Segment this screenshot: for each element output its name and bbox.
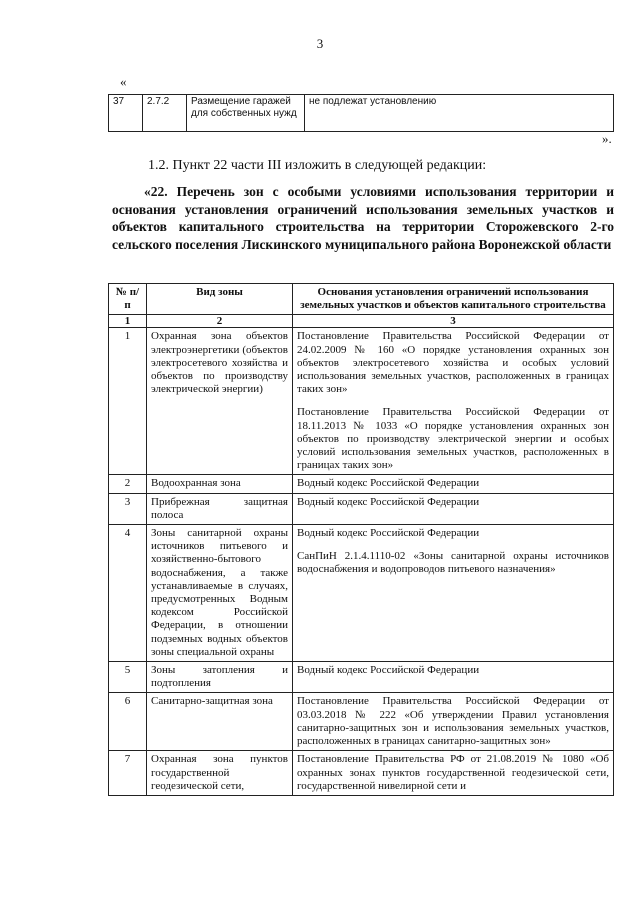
header-zone: Вид зоны	[147, 284, 293, 315]
zone-name: Охранная зона объектов электроэнергетики (объектов электросетевого хозяйства и объектов по производству электрической энергии)	[147, 328, 293, 475]
page-number: 3	[316, 36, 324, 51]
table-row	[109, 525, 614, 662]
zone-name: Зоны затопления и подтопления	[147, 662, 293, 693]
previous-table-fragment	[108, 94, 614, 132]
section-heading	[112, 183, 614, 253]
zone-basis	[293, 328, 614, 475]
table-row	[109, 493, 614, 524]
zones-table	[108, 283, 614, 796]
paragraph-1-2: 1.2. Пункт 22 части III изложить в следующей редакции:	[148, 158, 487, 173]
table-row	[109, 693, 614, 751]
basis-document: Водный кодекс Российской Федерации	[297, 664, 480, 677]
row-number: 5	[109, 662, 147, 693]
row-number: 2	[109, 475, 147, 493]
table-row	[109, 662, 614, 693]
zones-table-body	[109, 328, 614, 796]
table-row	[109, 95, 614, 132]
basis-document: СанПиН 2.1.4.1110-02 «Зоны санитарной охраны источников водоснабжения и водопроводов питьевого назначения»	[297, 550, 609, 576]
basis-document: Водный кодекс Российской Федерации	[297, 477, 480, 490]
zone-basis	[293, 751, 614, 796]
zone-basis	[293, 475, 614, 493]
table-row	[109, 475, 614, 493]
basis-document: Водный кодекс Российской Федерации	[297, 495, 480, 508]
zone-basis	[293, 662, 614, 693]
row-number: 4	[109, 525, 147, 662]
basis-document: Водный кодекс Российской Федерации	[297, 527, 480, 540]
cell-code: 2.7.2	[143, 95, 187, 132]
index-cell: 3	[293, 315, 614, 328]
zone-name: Санитарно-защитная зона	[147, 693, 293, 751]
row-number: 6	[109, 693, 147, 751]
zone-name: Водоохранная зона	[147, 475, 293, 493]
basis-document: Постановление Правительства Российской Федерации от 24.02.2009 № 160 «О порядке установления охранных зон объектов электросетевого хозяйства и особых условий использования земельных участков, расположенных в границах таких зон»	[297, 330, 609, 396]
row-number: 1	[109, 328, 147, 475]
header-basis: Основания установления ограничений использования земельных участков и объектов капитального строительства	[293, 284, 614, 315]
zone-name: Охранная зона пунктов государственной геодезической сети,	[147, 751, 293, 796]
heading-text: Перечень зон с особыми условиями использования территории и основания установления ограничений использования земельных участков и объектов капитального строительства на территории Сторожевского 2-го сельского поселения Лискинского муниципального района Воронежской области	[112, 184, 615, 252]
closing-quote: ».	[602, 131, 612, 146]
opening-quote: «	[120, 74, 127, 89]
header-number: № п/п	[109, 284, 147, 315]
index-cell: 2	[147, 315, 293, 328]
cell-number: 37	[109, 95, 143, 132]
table-header-row	[109, 284, 614, 315]
basis-document: Постановление Правительства РФ от 21.08.2019 № 1080 «Об охранных зонах пунктов государственной геодезической сети, государственной нивелирной сети и	[297, 753, 609, 792]
table-row	[109, 751, 614, 796]
table-index-row	[109, 315, 614, 328]
zone-basis	[293, 693, 614, 751]
table-row	[109, 328, 614, 475]
basis-document: Постановление Правительства Российской Федерации от 03.03.2018 № 222 «Об утверждении Правил установления санитарно-защитных зон и использования земельных участков, расположенных в границах санитарно-защитных зон»	[297, 695, 609, 748]
row-number: 7	[109, 751, 147, 796]
row-number: 3	[109, 493, 147, 524]
zone-name: Зоны санитарной охраны источников питьевого и хозяйственно-бытового водоснабжения, а также устанавливаемые в случаях, предусмотренных Водным кодексом Российской Федерации, в отношении подземных водных объектов зоны специальной охраны	[147, 525, 293, 662]
zone-basis	[293, 525, 614, 662]
cell-value: не подлежат установлению	[305, 95, 614, 132]
zone-name: Прибрежная защитная полоса	[147, 493, 293, 524]
cell-description: Размещение гаражей для собственных нужд	[187, 95, 305, 132]
index-cell: 1	[109, 315, 147, 328]
heading-number: «22.	[144, 184, 168, 199]
basis-document: Постановление Правительства Российской Федерации от 18.11.2013 № 1033 «О порядке установления охранных зон объектов по производству электрической энергии и особых условий использования земельных участков, расположенных в границах таких зон»	[297, 406, 609, 472]
zone-basis	[293, 493, 614, 524]
